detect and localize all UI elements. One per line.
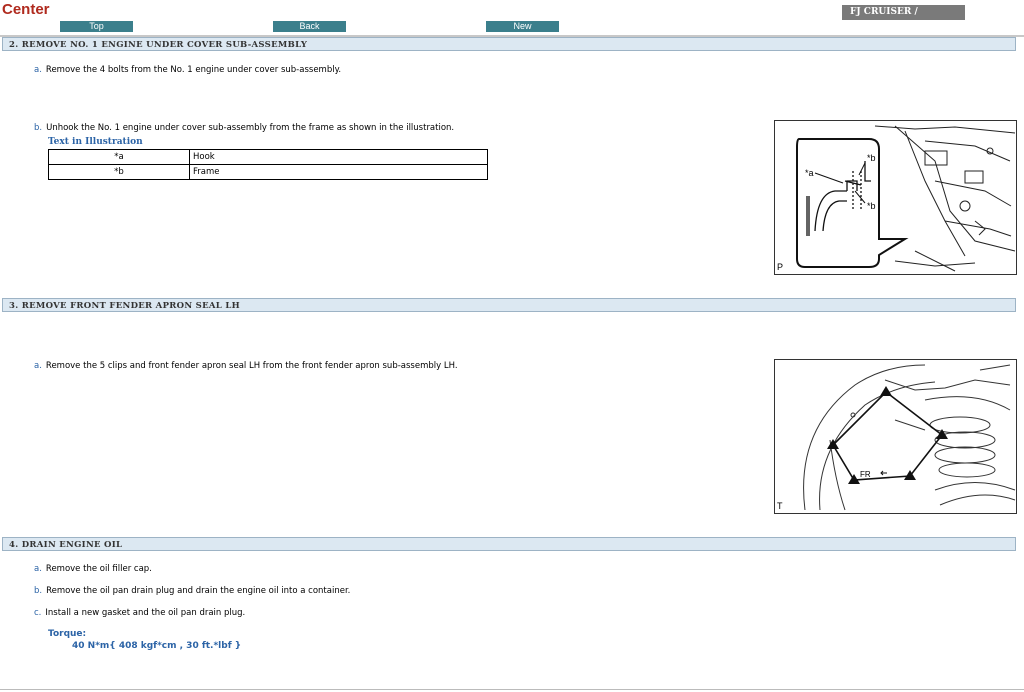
step-2b <box>34 122 454 134</box>
step-text: Unhook the No. 1 engine under cover sub-assembly from the frame as shown in the illustration. <box>46 123 455 133</box>
text-in-illustration-title: Text in Illustration <box>48 137 143 147</box>
step-4c <box>34 607 245 619</box>
torque-label: Torque: <box>48 629 87 639</box>
footer-divider <box>0 689 1024 690</box>
figure-id-t: T <box>777 501 783 511</box>
step-4b <box>34 585 350 597</box>
step-3a <box>34 360 458 372</box>
page-title: Center <box>2 1 50 18</box>
table-row <box>49 150 488 165</box>
table-row <box>49 165 488 180</box>
callout-a: *a <box>805 168 814 178</box>
callout-b-bottom: *b <box>867 201 876 211</box>
table-cell-key: *b <box>49 165 190 180</box>
table-cell-value: Hook <box>190 150 488 165</box>
section-header-remove-under-cover: 2. REMOVE NO. 1 ENGINE UNDER COVER SUB-ASSEMBLY <box>2 37 1016 51</box>
front-arrow-icon <box>881 471 887 475</box>
step-label: a. <box>34 65 42 75</box>
step-text: Remove the oil pan drain plug and drain the engine oil into a container. <box>46 586 351 596</box>
top-button[interactable]: Top <box>60 21 133 32</box>
table-cell-value: Frame <box>190 165 488 180</box>
new-button[interactable]: New <box>486 21 559 32</box>
step-label: b. <box>34 586 43 596</box>
step-text: Remove the 4 bolts from the No. 1 engine under cover sub-assembly. <box>45 65 342 75</box>
callout-b-top: *b <box>867 153 876 163</box>
illustration-apron-seal-clips[interactable] <box>774 359 1017 514</box>
apron-seal-drawing <box>775 360 1016 513</box>
step-text: Install a new gasket and the oil pan drain plug. <box>45 608 246 618</box>
back-button[interactable]: Back <box>273 21 346 32</box>
fr-direction-label: FR <box>860 470 871 479</box>
section-header-drain-oil: 4. DRAIN ENGINE OIL <box>2 537 1016 551</box>
step-text: Remove the oil filler cap. <box>45 564 152 574</box>
step-label: c. <box>34 608 42 618</box>
under-cover-hook-drawing <box>775 121 1016 274</box>
table-cell-key: *a <box>49 150 190 165</box>
section-header-remove-apron-seal: 3. REMOVE FRONT FENDER APRON SEAL LH <box>2 298 1016 312</box>
step-label: a. <box>34 564 42 574</box>
step-label: b. <box>34 123 43 133</box>
illustration-under-cover-hook[interactable] <box>774 120 1017 275</box>
step-2a <box>34 64 341 76</box>
figure-id-p: P <box>777 262 784 272</box>
model-badge: FJ CRUISER / <box>842 5 965 20</box>
step-label: a. <box>34 361 42 371</box>
text-in-illustration-table <box>48 149 488 180</box>
step-text: Remove the 5 clips and front fender apron seal LH from the front fender apron sub-assembly LH. <box>45 361 458 371</box>
torque-value: 40 N*m{ 408 kgf*cm , 30 ft.*lbf } <box>72 641 242 651</box>
step-4a <box>34 563 152 575</box>
